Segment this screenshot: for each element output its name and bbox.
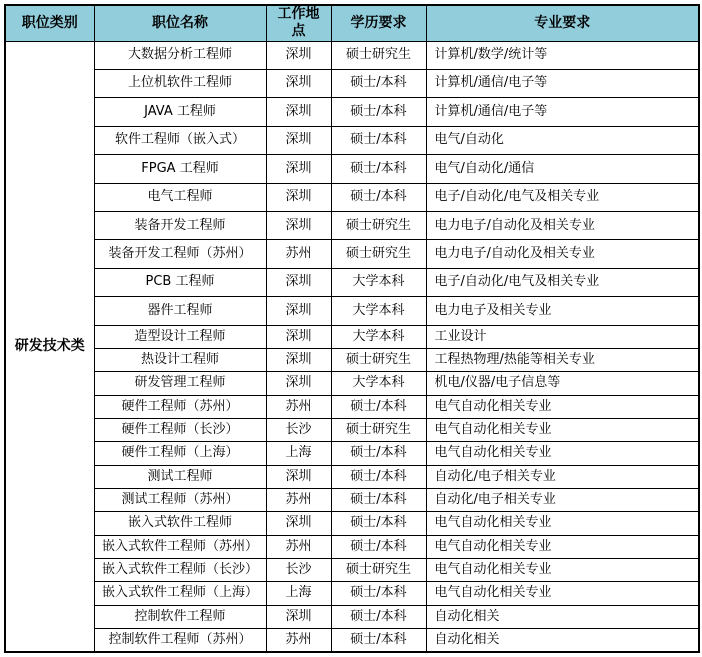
education-cell: 硕士/本科 bbox=[331, 126, 426, 154]
major-cell: 计算机/通信/电子等 bbox=[426, 69, 699, 97]
position-name-cell: 硬件工程师（苏州） bbox=[94, 395, 266, 418]
position-name-cell: 嵌入式软件工程师（苏州） bbox=[94, 535, 266, 558]
table-row bbox=[5, 211, 699, 239]
position-name-cell: 装备开发工程师（苏州） bbox=[94, 240, 266, 268]
major-cell: 电力电子/自动化及相关专业 bbox=[426, 240, 699, 268]
location-cell: 深圳 bbox=[266, 325, 331, 348]
col-header-category: 职位类别 bbox=[5, 5, 94, 41]
education-cell: 硕士/本科 bbox=[331, 183, 426, 211]
location-cell: 深圳 bbox=[266, 605, 331, 628]
position-name-cell: 上位机软件工程师 bbox=[94, 69, 266, 97]
education-cell: 硕士研究生 bbox=[331, 418, 426, 441]
major-cell: 电气自动化相关专业 bbox=[426, 395, 699, 418]
position-name-cell: 研发管理工程师 bbox=[94, 372, 266, 395]
table-row bbox=[5, 395, 699, 418]
education-cell: 硕士/本科 bbox=[331, 69, 426, 97]
table-row bbox=[5, 325, 699, 348]
position-name-cell: PCB 工程师 bbox=[94, 268, 266, 296]
major-cell: 电力电子及相关专业 bbox=[426, 297, 699, 325]
education-cell: 硕士/本科 bbox=[331, 442, 426, 465]
table-row bbox=[5, 465, 699, 488]
location-cell: 深圳 bbox=[266, 465, 331, 488]
major-cell: 自动化/电子相关专业 bbox=[426, 488, 699, 511]
location-cell: 上海 bbox=[266, 582, 331, 605]
position-name-cell: 造型设计工程师 bbox=[94, 325, 266, 348]
education-cell: 硕士/本科 bbox=[331, 488, 426, 511]
major-cell: 机电/仪器/电子信息等 bbox=[426, 372, 699, 395]
table-row bbox=[5, 268, 699, 296]
education-cell: 硕士研究生 bbox=[331, 348, 426, 371]
education-cell: 硕士/本科 bbox=[331, 98, 426, 126]
major-cell: 自动化相关 bbox=[426, 605, 699, 628]
position-name-cell: 热设计工程师 bbox=[94, 348, 266, 371]
position-name-cell: 测试工程师（苏州） bbox=[94, 488, 266, 511]
education-cell: 硕士研究生 bbox=[331, 559, 426, 582]
header-row bbox=[5, 5, 699, 41]
table-row bbox=[5, 582, 699, 605]
table-row bbox=[5, 559, 699, 582]
education-cell: 硕士/本科 bbox=[331, 629, 426, 652]
major-cell: 电气自动化相关专业 bbox=[426, 582, 699, 605]
position-name-cell: 嵌入式软件工程师（上海） bbox=[94, 582, 266, 605]
location-cell: 苏州 bbox=[266, 240, 331, 268]
location-cell: 深圳 bbox=[266, 126, 331, 154]
major-cell: 电力电子/自动化及相关专业 bbox=[426, 211, 699, 239]
category-cell: 研发技术类 bbox=[5, 41, 94, 652]
major-cell: 工程热物理/热能等相关专业 bbox=[426, 348, 699, 371]
location-cell: 深圳 bbox=[266, 372, 331, 395]
education-cell: 硕士/本科 bbox=[331, 395, 426, 418]
education-cell: 硕士/本科 bbox=[331, 535, 426, 558]
major-cell: 自动化/电子相关专业 bbox=[426, 465, 699, 488]
table-row bbox=[5, 442, 699, 465]
job-positions-table bbox=[4, 4, 700, 653]
table-row bbox=[5, 488, 699, 511]
education-cell: 大学本科 bbox=[331, 268, 426, 296]
location-cell: 深圳 bbox=[266, 98, 331, 126]
position-name-cell: 电气工程师 bbox=[94, 183, 266, 211]
table-row bbox=[5, 605, 699, 628]
education-cell: 硕士/本科 bbox=[331, 465, 426, 488]
location-cell: 深圳 bbox=[266, 268, 331, 296]
table-row bbox=[5, 155, 699, 183]
table-row bbox=[5, 41, 699, 69]
position-name-cell: 控制软件工程师 bbox=[94, 605, 266, 628]
table-row bbox=[5, 240, 699, 268]
education-cell: 硕士研究生 bbox=[331, 211, 426, 239]
education-cell: 大学本科 bbox=[331, 297, 426, 325]
education-cell: 大学本科 bbox=[331, 372, 426, 395]
location-cell: 长沙 bbox=[266, 559, 331, 582]
major-cell: 电气/自动化 bbox=[426, 126, 699, 154]
location-cell: 苏州 bbox=[266, 488, 331, 511]
table-row bbox=[5, 183, 699, 211]
major-cell: 自动化相关 bbox=[426, 629, 699, 652]
position-name-cell: FPGA 工程师 bbox=[94, 155, 266, 183]
education-cell: 硕士/本科 bbox=[331, 605, 426, 628]
col-header-major: 专业要求 bbox=[426, 5, 699, 41]
table-row bbox=[5, 418, 699, 441]
table-row bbox=[5, 348, 699, 371]
location-cell: 长沙 bbox=[266, 418, 331, 441]
position-name-cell: 控制软件工程师（苏州） bbox=[94, 629, 266, 652]
location-cell: 苏州 bbox=[266, 535, 331, 558]
position-name-cell: 器件工程师 bbox=[94, 297, 266, 325]
education-cell: 硕士研究生 bbox=[331, 240, 426, 268]
position-name-cell: 大数据分析工程师 bbox=[94, 41, 266, 69]
table-row bbox=[5, 69, 699, 97]
location-cell: 苏州 bbox=[266, 395, 331, 418]
major-cell: 计算机/通信/电子等 bbox=[426, 98, 699, 126]
position-name-cell: 装备开发工程师 bbox=[94, 211, 266, 239]
col-header-education: 学历要求 bbox=[331, 5, 426, 41]
major-cell: 工业设计 bbox=[426, 325, 699, 348]
location-cell: 深圳 bbox=[266, 69, 331, 97]
location-cell: 苏州 bbox=[266, 629, 331, 652]
major-cell: 电气/自动化/通信 bbox=[426, 155, 699, 183]
major-cell: 电气自动化相关专业 bbox=[426, 512, 699, 535]
location-cell: 深圳 bbox=[266, 348, 331, 371]
table-row bbox=[5, 372, 699, 395]
table-row bbox=[5, 98, 699, 126]
major-cell: 电子/自动化/电气及相关专业 bbox=[426, 183, 699, 211]
major-cell: 计算机/数学/统计等 bbox=[426, 41, 699, 69]
position-name-cell: 嵌入式软件工程师 bbox=[94, 512, 266, 535]
major-cell: 电气自动化相关专业 bbox=[426, 418, 699, 441]
education-cell: 大学本科 bbox=[331, 325, 426, 348]
location-cell: 上海 bbox=[266, 442, 331, 465]
table-row bbox=[5, 535, 699, 558]
location-cell: 深圳 bbox=[266, 512, 331, 535]
table-row bbox=[5, 629, 699, 652]
major-cell: 电气自动化相关专业 bbox=[426, 442, 699, 465]
position-name-cell: JAVA 工程师 bbox=[94, 98, 266, 126]
location-cell: 深圳 bbox=[266, 155, 331, 183]
table-row bbox=[5, 126, 699, 154]
major-cell: 电气自动化相关专业 bbox=[426, 559, 699, 582]
education-cell: 硕士/本科 bbox=[331, 512, 426, 535]
education-cell: 硕士/本科 bbox=[331, 582, 426, 605]
location-cell: 深圳 bbox=[266, 41, 331, 69]
location-cell: 深圳 bbox=[266, 297, 331, 325]
position-name-cell: 软件工程师（嵌入式） bbox=[94, 126, 266, 154]
education-cell: 硕士/本科 bbox=[331, 155, 426, 183]
position-name-cell: 测试工程师 bbox=[94, 465, 266, 488]
col-header-name: 职位名称 bbox=[94, 5, 266, 41]
location-cell: 深圳 bbox=[266, 183, 331, 211]
col-header-location: 工作地点 bbox=[266, 5, 331, 41]
education-cell: 硕士研究生 bbox=[331, 41, 426, 69]
table-row bbox=[5, 297, 699, 325]
location-cell: 深圳 bbox=[266, 211, 331, 239]
table-row bbox=[5, 512, 699, 535]
position-name-cell: 硬件工程师（上海） bbox=[94, 442, 266, 465]
position-name-cell: 嵌入式软件工程师（长沙） bbox=[94, 559, 266, 582]
position-name-cell: 硬件工程师（长沙） bbox=[94, 418, 266, 441]
major-cell: 电气自动化相关专业 bbox=[426, 535, 699, 558]
major-cell: 电子/自动化/电气及相关专业 bbox=[426, 268, 699, 296]
